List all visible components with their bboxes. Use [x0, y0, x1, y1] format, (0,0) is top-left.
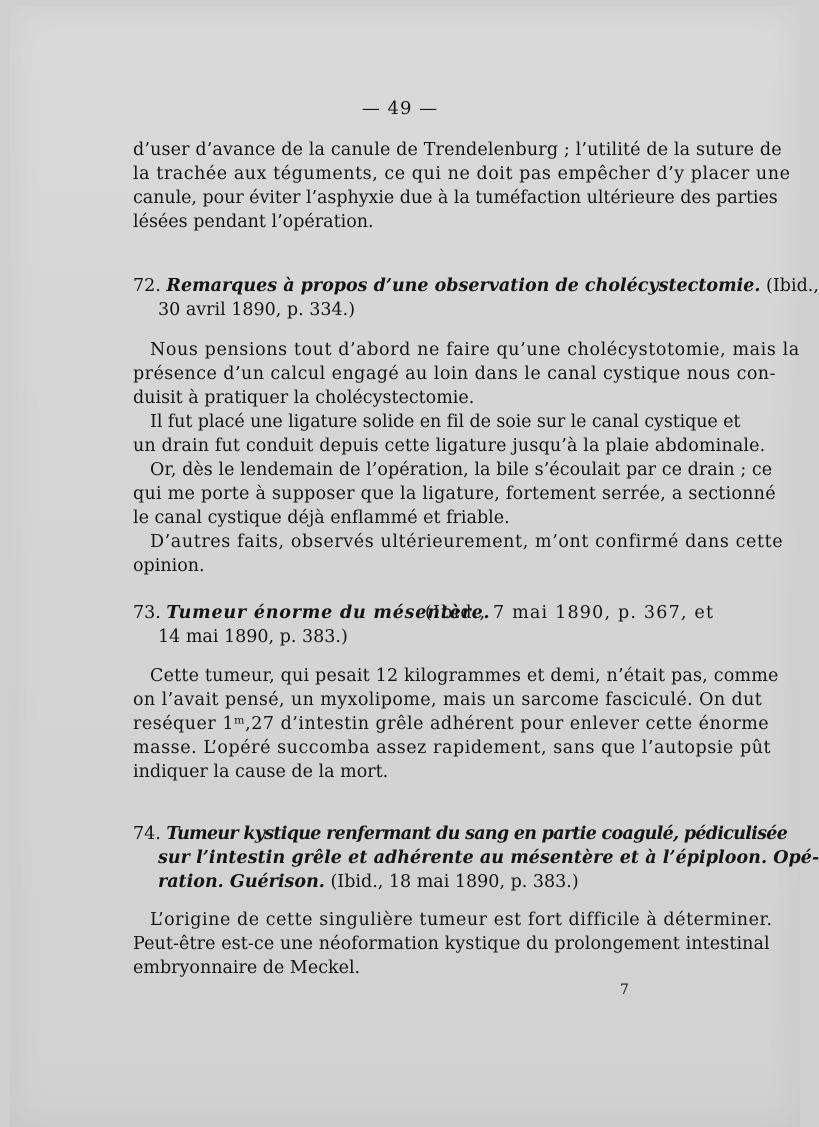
entry-72-para-line-2: présence d’un calcul engagé au loin dans le canal cystique nous con-	[133, 364, 776, 384]
entry-73-title: Tumeur énorme du mésentère.	[166, 603, 491, 623]
entry-72-para-line-3: duisit à pratiquer la cholécystectomie.	[133, 388, 475, 408]
page-number: — 49 —	[361, 98, 439, 119]
entry-73-para-line-4: masse. L’opéré succomba assez rapidement, sans que l’autopsie pût	[133, 738, 772, 758]
entry-74-title-line-1: Tumeur kystique renfermant du sang en partie coagulé, pédiculisée	[166, 824, 788, 844]
intro-line-3: canule, pour éviter l’asphyxie due à la tuméfaction ultérieure des parties	[133, 188, 778, 208]
entry-72-para-line-5: un drain fut conduit depuis cette ligature jusqu’à la plaie abdominale.	[133, 436, 766, 456]
entry-73-para-line-5: indiquer la cause de la mort.	[133, 762, 389, 782]
entry-74-para-line-1: L’origine de cette singulière tumeur est fort difficile à déterminer.	[150, 910, 773, 930]
entry-74-para-line-2: Peut-être est-ce une néoformation kystique du prolongement intestinal	[133, 934, 770, 954]
entry-74-number: 74.	[133, 824, 161, 844]
entry-74-para-line-3: embryonnaire de Meckel.	[133, 958, 361, 978]
entry-74-title-line-3-wrap	[158, 872, 579, 892]
entry-72-para-line-4: Il fut placé une ligature solide en fil de soie sur le canal cystique et	[150, 412, 741, 432]
entry-72-ref-line-2: 30 avril 1890, p. 334.)	[158, 300, 356, 320]
entry-73-para-line-3: reséquer 1ᵐ,27 d’intestin grêle adhérent pour enlever cette énorme	[133, 714, 770, 734]
entry-73-para-line-1: Cette tumeur, qui pesait 12 kilogrammes et demi, n’était pas, comme	[150, 666, 779, 686]
entry-72-ref: (Ibid.,	[760, 276, 819, 296]
entry-72-title: Remarques à propos d’une observation de cholécystectomie.	[166, 276, 761, 296]
entry-74-title-line-3: ration. Guérison.	[158, 872, 325, 892]
entry-72-para-line-7: qui me porte à supposer que la ligature, fortement serrée, a sectionné	[133, 484, 776, 504]
entry-72-heading	[133, 276, 819, 296]
entry-73-ref-line-2: 14 mai 1890, p. 383.)	[158, 627, 348, 647]
entry-74-ref: (Ibid., 18 mai 1890, p. 383.)	[324, 872, 579, 892]
intro-line-1: d’user d’avance de la canule de Trendelenburg ; l’utilité de la suture de	[133, 140, 782, 160]
entry-74-heading	[133, 824, 787, 844]
intro-line-2: la trachée aux téguments, ce qui ne doit pas empêcher d’y placer une	[133, 164, 791, 184]
entry-73-number: 73.	[133, 603, 161, 623]
entry-72-para-line-1: Nous pensions tout d’abord ne faire qu’une cholécystotomie, mais la	[150, 340, 800, 360]
entry-72-para-line-8: le canal cystique déjà enflammé et friable.	[133, 508, 510, 528]
entry-73-para-line-2: on l’avait pensé, un myxolipome, mais un sarcome fasciculé. On dut	[133, 690, 763, 710]
signature-mark: 7	[620, 982, 629, 998]
intro-line-4: lésées pendant l’opération.	[133, 212, 374, 232]
entry-72-para-line-6: Or, dès le lendemain de l’opération, la bile s’écoulait par ce drain ; ce	[150, 460, 773, 480]
entry-72-para-line-10: opinion.	[133, 556, 205, 576]
entry-73-ref: (Ibid., 7 mai 1890, p. 367, et	[425, 603, 715, 623]
entry-74-title-line-2: sur l’intestin grêle et adhérente au mésentère et à l’épiploon. Opé-	[158, 848, 819, 868]
entry-72-para-line-9: D’autres faits, observés ultérieurement, m’ont confirmé dans cette	[150, 532, 784, 552]
entry-72-number: 72.	[133, 276, 161, 296]
